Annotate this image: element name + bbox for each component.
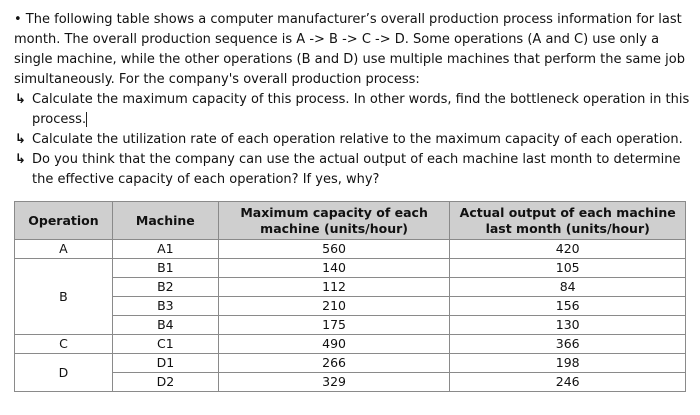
machine-cell: B3: [112, 297, 218, 316]
actual-output-cell: 198: [450, 354, 686, 373]
machine-cell: D1: [112, 354, 218, 373]
max-capacity-cell: 210: [218, 297, 450, 316]
actual-output-cell: 156: [450, 297, 686, 316]
header-operation: Operation: [15, 202, 113, 240]
machine-cell: B4: [112, 316, 218, 335]
table-header-row: [15, 202, 686, 240]
machine-cell: A1: [112, 240, 218, 259]
actual-output-cell: 366: [450, 335, 686, 354]
header-machine: Machine: [112, 202, 218, 240]
machine-cell: C1: [112, 335, 218, 354]
max-capacity-cell: 112: [218, 278, 450, 297]
actual-output-cell: 130: [450, 316, 686, 335]
operation-cell: B: [15, 259, 113, 335]
actual-output-cell: 246: [450, 373, 686, 392]
return-arrow-icon: ↳: [15, 92, 26, 107]
table-row: [15, 335, 686, 354]
capacity-table: [14, 201, 686, 392]
max-capacity-cell: 175: [218, 316, 450, 335]
table-row: [15, 373, 686, 392]
task-text: Do you think that the company can use the actual output of each machine last month to determine the effective capacity of each operation? If yes, why?: [32, 152, 681, 187]
machine-cell: B1: [112, 259, 218, 278]
task-item: [14, 90, 690, 130]
question-text: [14, 10, 690, 190]
task-item: [14, 150, 690, 190]
table-row: [15, 354, 686, 373]
return-arrow-icon: ↳: [15, 132, 26, 147]
max-capacity-cell: 490: [218, 335, 450, 354]
table-row: [15, 297, 686, 316]
max-capacity-cell: 140: [218, 259, 450, 278]
operation-cell: D: [15, 354, 113, 392]
task-text[interactable]: Calculate the maximum capacity of this process. In other words, find the bottleneck operation in this process.: [32, 92, 690, 127]
table-row: [15, 259, 686, 278]
table-row: [15, 278, 686, 297]
actual-output-cell: 420: [450, 240, 686, 259]
operation-cell: A: [15, 240, 113, 259]
actual-output-cell: 84: [450, 278, 686, 297]
table-row: [15, 240, 686, 259]
intro-paragraph: • The following table shows a computer manufacturer’s overall production process information for last month. The overall production sequence is A -> B -> C -> D. Some operations (A and C) use only a single machine, while the other operations (B and D) use multiple machines that perform the same job simultaneously. For the company's overall production process:: [14, 12, 685, 87]
table-row: [15, 316, 686, 335]
header-max-capacity: Maximum capacity of each machine (units/hour): [218, 202, 450, 240]
max-capacity-cell: 266: [218, 354, 450, 373]
header-actual-output: Actual output of each machine last month (units/hour): [450, 202, 686, 240]
task-text: Calculate the utilization rate of each operation relative to the maximum capacity of each operation.: [32, 132, 683, 147]
machine-cell: B2: [112, 278, 218, 297]
return-arrow-icon: ↳: [15, 152, 26, 167]
task-item: [14, 130, 690, 150]
operation-cell: C: [15, 335, 113, 354]
max-capacity-cell: 560: [218, 240, 450, 259]
machine-cell: D2: [112, 373, 218, 392]
actual-output-cell: 105: [450, 259, 686, 278]
max-capacity-cell: 329: [218, 373, 450, 392]
